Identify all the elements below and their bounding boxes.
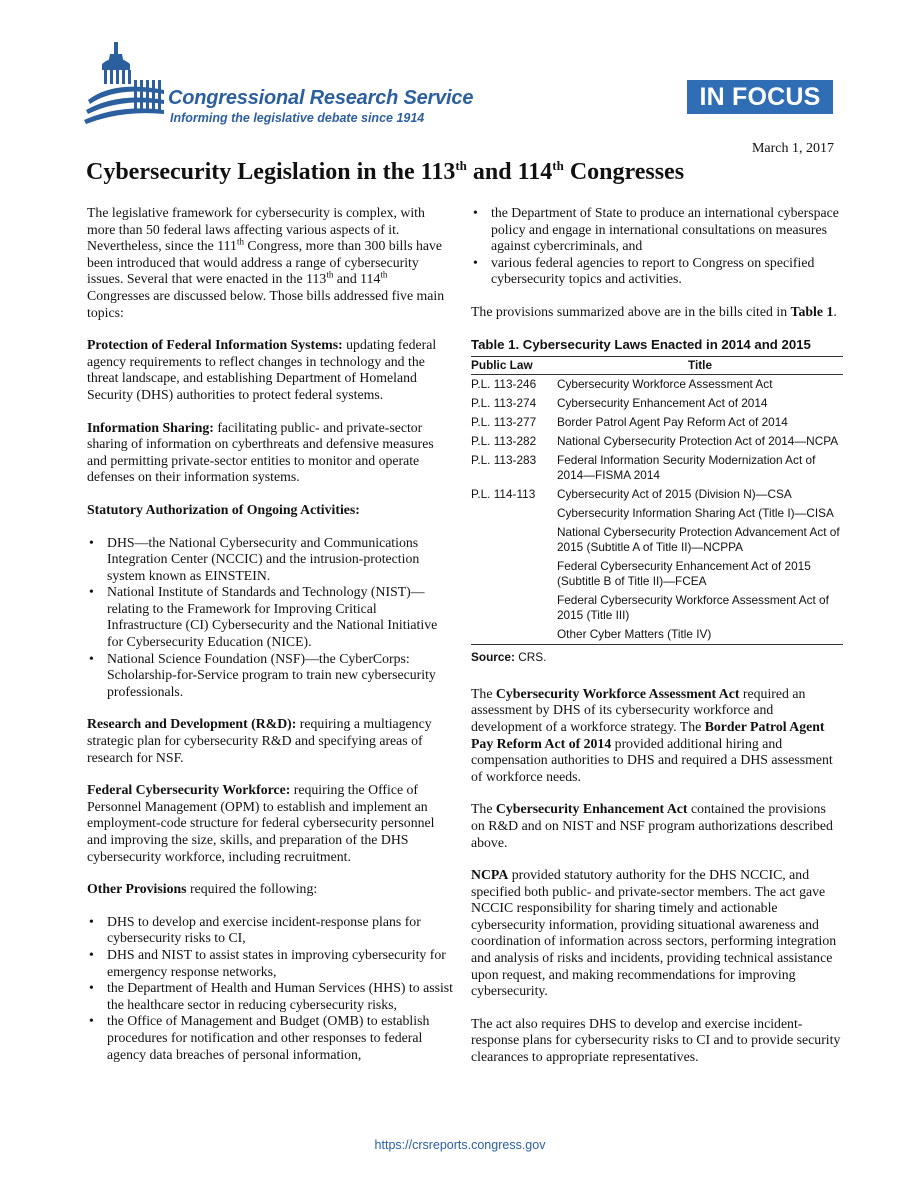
public-law-cell: P.L. 113-246: [471, 377, 537, 392]
table-row: [471, 591, 843, 625]
list-item: • the Department of Health and Human Services (HHS) to assist the healthcare sector in reducing cybersecurity risks,: [87, 980, 453, 1013]
table-source: Source: CRS.: [471, 650, 547, 665]
statutory-heading: Statutory Authorization of Ongoing Activities:: [87, 501, 360, 517]
public-law-cell: P.L. 113-283: [471, 453, 537, 468]
law-title-cell: Cybersecurity Information Sharing Act (Title I)—CISA: [557, 506, 834, 521]
table-row: [471, 432, 843, 451]
table-row: [471, 413, 843, 432]
workforce-act-paragraph: The Cybersecurity Workforce Assessment Act required an assessment by DHS of its cybersecurity workforce and development of a workforce strategy. The Border Patrol Agent Pay Reform Act of 2014 provided additional hiring and compensation authorities to DHS and required a DHS assessment of workforce needs.: [471, 685, 833, 784]
table-row: [471, 394, 843, 413]
law-title-cell: Cybersecurity Enhancement Act of 2014: [557, 396, 768, 411]
other-provisions-paragraph: Other Provisions required the following:: [87, 881, 318, 897]
list-item: • DHS and NIST to assist states in improving cybersecurity for emergency response networks,: [87, 947, 453, 980]
publication-date: March 1, 2017: [751, 141, 834, 156]
incident-response-paragraph: The act also requires DHS to develop and exercise incident-response plans for cybersecurity risks to CI and to provide security clearances to appropriate representatives.: [471, 1015, 841, 1065]
law-title-cell: Other Cyber Matters (Title IV): [557, 625, 843, 645]
provisions-paragraph: The provisions summarized above are in the bills cited in Table 1.: [471, 303, 837, 319]
ncpa-paragraph: NCPA provided statutory authority for the DHS NCCIC, and specified both public- and private-sector members. The act gave NCCIC responsibility for sharing timely and actionable cybersecurity information, providing situational awareness and coordination of information across sectors, performing integration and analysis of risks and incidents, providing technical assistance upon request, and making recommendations for improving cybersecurity.: [471, 867, 837, 999]
law-title-cell: Cybersecurity Workforce Assessment Act: [557, 377, 773, 392]
law-title-cell: Federal Cybersecurity Enhancement Act of 2015 (Subtitle B of Title II)—FCEA: [557, 559, 811, 589]
sharing-paragraph: Information Sharing: facilitating public- and private-sector sharing of information on cyberthreats and defensive measures and permitting private-sector entities to monitor and operate defenses on their information systems.: [87, 419, 434, 485]
list-item: • various federal agencies to report to Congress on specified cybersecurity topics and activities.: [471, 255, 843, 288]
footer-url-link[interactable]: https://crsreports.congress.gov: [374, 1138, 546, 1152]
public-law-cell: P.L. 113-274: [471, 396, 537, 411]
statutory-list: [87, 535, 453, 701]
rnd-paragraph: Research and Development (R&D): requiring a multiagency strategic plan for cybersecurity R&D and specifying areas of research for NSF.: [87, 716, 432, 765]
org-name: Congressional Research Service: [168, 87, 474, 109]
list-item: • DHS—the National Cybersecurity and Communications Integration Center (NCCIC) and the intrusion-protection system known as EINSTEIN.: [87, 535, 453, 585]
table-row: [471, 375, 843, 395]
table-row: [471, 523, 843, 557]
table-row: [471, 557, 843, 591]
right-column: [471, 205, 843, 1082]
intro-paragraph: The legislative framework for cybersecurity is complex, with more than 50 federal laws affecting various aspects of it. Nevertheless, since the 111th Congress, more than 300 bills have been introduced that would address a range of cybersecurity issues. Several that were enacted in the 113th and 114th Congresses are discussed below. Those bills addressed five main topics:: [87, 205, 445, 320]
left-column: [87, 205, 453, 1079]
workforce-paragraph: Federal Cybersecurity Workforce: requiring the Office of Personnel Management (OPM) to establish and implement an employment-code structure for federal cybersecurity personnel and improving the size, skills, and preparation of the DHS cybersecurity workforce, including recruitment.: [87, 782, 435, 864]
protection-paragraph: Protection of Federal Information Systems: updating federal agency requirements to reflect changes in technology and the threat landscape, and establishing Department of Homeland Security (DHS) authorities to protect federal systems.: [87, 337, 437, 402]
law-title-cell: National Cybersecurity Protection Act of 2014—NCPA: [557, 434, 839, 449]
enhancement-act-paragraph: The Cybersecurity Enhancement Act contained the provisions on R&D and on NIST and NSF program authorizations described above.: [471, 801, 833, 850]
law-title-cell: National Cybersecurity Protection Advancement Act of 2015 (Subtitle A of Title II)—NCPPA: [557, 525, 840, 555]
continued-provisions-list: [471, 205, 843, 288]
list-item: • National Science Foundation (NSF)—the CyberCorps: Scholarship-for-Service program to train new cybersecurity professionals.: [87, 651, 453, 701]
in-focus-badge: IN FOCUS: [687, 80, 833, 114]
list-item: • the Office of Management and Budget (OMB) to establish procedures for notification and other responses to federal agency data breaches of personal information,: [87, 1013, 453, 1063]
table-row: [471, 451, 843, 485]
law-title-cell: Federal Information Security Modernization Act of 2014—FISMA 2014: [557, 453, 816, 483]
public-law-cell: [471, 504, 557, 523]
list-item: • the Department of State to produce an international cyberspace policy and engage in international consultations on measures against cybercriminals, and: [471, 205, 843, 255]
public-law-cell: P.L. 113-282: [471, 434, 537, 449]
table-row: [471, 485, 843, 504]
laws-table: [471, 356, 843, 645]
crs-capitol-logo: [84, 40, 184, 130]
list-item: • DHS to develop and exercise incident-response plans for cybersecurity risks to CI,: [87, 914, 453, 947]
org-tagline: Informing the legislative debate since 1914: [170, 111, 425, 125]
other-provisions-list: [87, 914, 453, 1063]
column-header-public-law: Public Law: [471, 357, 557, 375]
public-law-cell: P.L. 114-113: [471, 487, 536, 502]
public-law-cell: P.L. 113-277: [471, 415, 537, 430]
law-title-cell: Federal Cybersecurity Workforce Assessment Act of 2015 (Title III): [557, 593, 829, 623]
column-header-title: Title: [557, 357, 843, 375]
law-title-cell: Border Patrol Agent Pay Reform Act of 2014: [557, 415, 788, 430]
table-row: [471, 625, 843, 645]
public-law-cell: [471, 523, 557, 557]
public-law-cell: [471, 557, 557, 591]
table-row: [471, 504, 843, 523]
list-item: • National Institute of Standards and Technology (NIST)—relating to the Framework for Improving Critical Infrastructure (CI) Cybersecurity and the National Initiative for Cybersecurity Education (NICE).: [87, 584, 453, 650]
public-law-cell: [471, 625, 557, 645]
document-title: Cybersecurity Legislation in the 113th and 114th Congresses: [86, 158, 685, 185]
table-title: Table 1. Cybersecurity Laws Enacted in 2014 and 2015: [471, 336, 811, 352]
law-title-cell: Cybersecurity Act of 2015 (Division N)—CSA: [557, 487, 792, 502]
public-law-cell: [471, 591, 557, 625]
